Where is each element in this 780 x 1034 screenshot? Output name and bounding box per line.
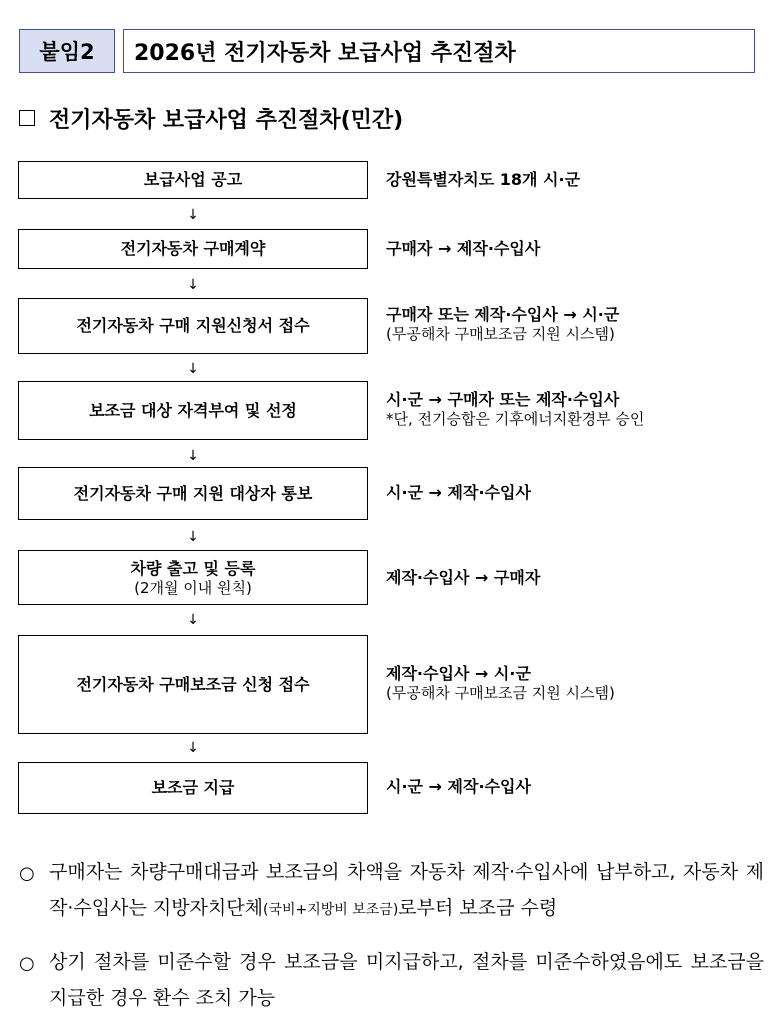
step-actor-6	[386, 568, 766, 588]
step-box-5	[18, 467, 368, 520]
step-actor-1	[386, 170, 766, 190]
down-arrow-icon: ↓	[187, 361, 199, 377]
down-arrow-icon: ↓	[187, 207, 199, 223]
down-arrow-icon: ↓	[187, 448, 199, 464]
step-actor-main: 시·군 → 제작·수입사	[386, 777, 531, 796]
step-actor-2	[386, 239, 766, 259]
circle-bullet-icon: ○	[19, 953, 35, 974]
step-actor-5	[386, 483, 766, 503]
step-label: 보조금 지급	[151, 778, 235, 797]
step-actor-7	[386, 664, 766, 702]
step-sublabel: (2개월 이내 원칙)	[134, 578, 252, 597]
step-label: 전기자동차 구매계약	[120, 239, 266, 258]
down-arrow-icon: ↓	[187, 277, 199, 293]
section-heading	[19, 96, 403, 140]
step-actor-main: 제작·수입사 → 시·군	[386, 664, 531, 683]
step-actor-main: 강원특별자치도 18개 시·군	[386, 170, 581, 189]
step-actor-main: 제작·수입사 → 구매자	[386, 568, 541, 587]
step-actor-note: (무공해차 구매보조금 지원 시스템)	[386, 325, 615, 343]
step-label: 전기자동차 구매 지원 대상자 통보	[73, 483, 313, 503]
step-box-4	[18, 381, 368, 440]
attachment-badge: 붙임2	[19, 29, 115, 73]
circle-bullet-icon: ○	[19, 863, 35, 884]
note-body	[49, 944, 764, 1016]
step-actor-3	[386, 305, 766, 343]
step-box-6	[18, 550, 368, 605]
note-small-text: (국비+지방비 보조금)	[262, 902, 399, 918]
down-arrow-icon: ↓	[187, 612, 199, 628]
note-text-end: 로부터 보조금 수령	[398, 897, 558, 919]
step-actor-8	[386, 777, 766, 797]
step-label: 전기자동차 구매보조금 신청 접수	[76, 674, 310, 694]
note-2	[19, 944, 764, 1016]
down-arrow-icon: ↓	[187, 529, 199, 545]
step-label: 전기자동차 구매 지원신청서 접수	[76, 316, 310, 335]
down-arrow-icon: ↓	[187, 740, 199, 756]
step-actor-main: 구매자 또는 제작·수입사 → 시·군	[386, 305, 620, 324]
step-box-8	[18, 762, 368, 814]
note-body	[49, 854, 764, 928]
checkbox-square-icon	[19, 110, 35, 126]
step-box-3	[18, 298, 368, 354]
step-actor-note: *단, 전기승합은 기후에너지환경부 승인	[386, 410, 645, 428]
step-actor-4	[386, 390, 766, 428]
step-box-7	[18, 635, 368, 734]
step-box-1	[18, 161, 368, 199]
section-title: 전기자동차 보급사업 추진절차(민간)	[49, 107, 404, 133]
note-text: 구매자는 차량구매대금과 보조금의 차액을 자동차 제작·수입사에 납부하고, 자동차 제작·수입사는 지방자치단체	[49, 861, 764, 919]
note-1	[19, 854, 764, 928]
step-actor-note: (무공해차 구매보조금 지원 시스템)	[386, 684, 615, 702]
step-actor-main: 시·군 → 구매자 또는 제작·수입사	[386, 390, 620, 409]
step-box-2	[18, 229, 368, 269]
step-actor-main: 구매자 → 제작·수입사	[386, 239, 541, 258]
step-label: 보조금 대상 자격부여 및 선정	[89, 400, 297, 420]
document-title: 2026년 전기자동차 보급사업 추진절차	[123, 29, 755, 73]
step-label: 보급사업 공고	[143, 170, 243, 189]
step-label: 차량 출고 및 등록	[130, 558, 256, 578]
note-text: 상기 절차를 미준수할 경우 보조금을 미지급하고, 절차를 미준수하였음에도 보조금을 지급한 경우 환수 조치 가능	[49, 951, 764, 1009]
step-actor-main: 시·군 → 제작·수입사	[386, 483, 531, 502]
